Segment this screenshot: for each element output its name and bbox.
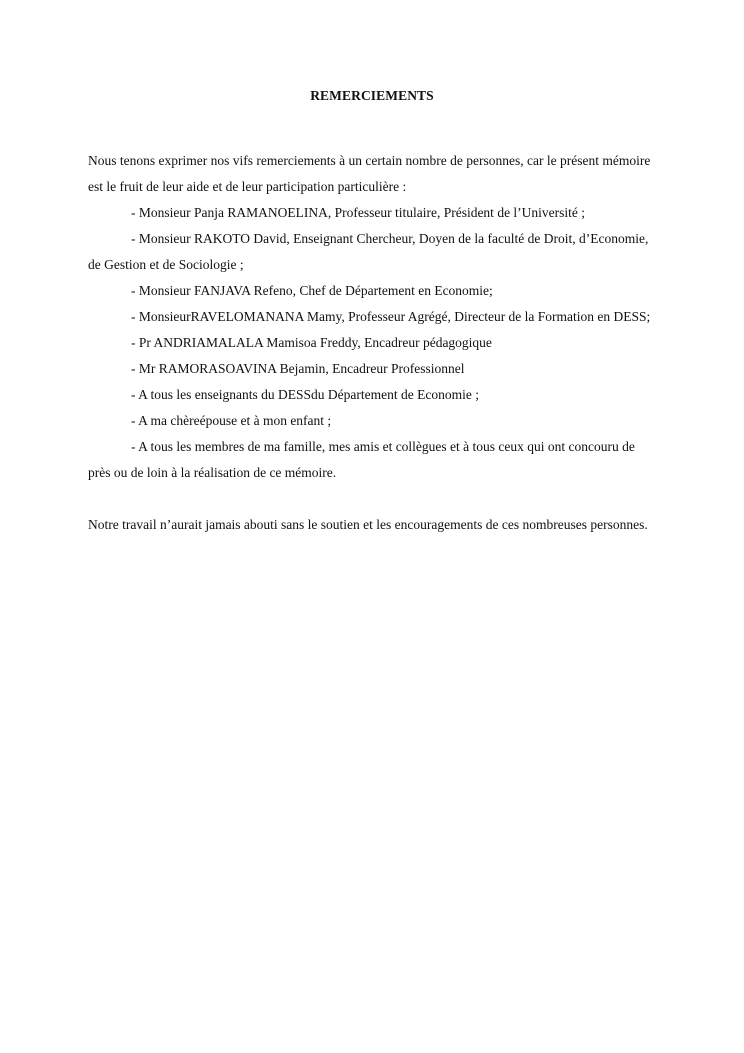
list-item: - MonsieurRAVELOMANANA Mamy, Professeur Agrégé, Directeur de la Formation en DESS; — [131, 309, 651, 324]
closing-paragraph: Notre travail n’aurait jamais abouti sans le soutien et les encouragements de ces nombreuses personnes. — [88, 517, 648, 532]
list-item: - Pr ANDRIAMALALA Mamisoa Freddy, Encadreur pédagogique — [131, 335, 492, 350]
acknowledgements-body — [88, 148, 658, 538]
intro-paragraph: Nous tenons exprimer nos vifs remerciements à un certain nombre de personnes, car le présent mémoire est le fruit de leur aide et de leur participation particulière : — [88, 153, 651, 194]
list-item: - Monsieur FANJAVA Refeno, Chef de Département en Economie; — [131, 283, 493, 298]
page-title: REMERCIEMENTS — [310, 88, 434, 103]
paragraph-spacer — [88, 486, 658, 512]
list-item: - A ma chèreépouse et à mon enfant ; — [131, 413, 332, 428]
list-item: - Mr RAMORASOAVINA Bejamin, Encadreur Professionnel — [131, 361, 465, 376]
list-item: - Monsieur RAKOTO David, Enseignant Chercheur, Doyen de la faculté de Droit, d’Economie, de Gestion et de Sociologie ; — [88, 231, 649, 272]
list-item: - A tous les enseignants du DESSdu Département de Economie ; — [131, 387, 479, 402]
list-item: - A tous les membres de ma famille, mes amis et collègues et à tous ceux qui ont concouru de près ou de loin à la réalisation de ce mémoire. — [88, 439, 635, 480]
list-item: - Monsieur Panja RAMANOELINA, Professeur titulaire, Président de l’Université ; — [131, 205, 586, 220]
